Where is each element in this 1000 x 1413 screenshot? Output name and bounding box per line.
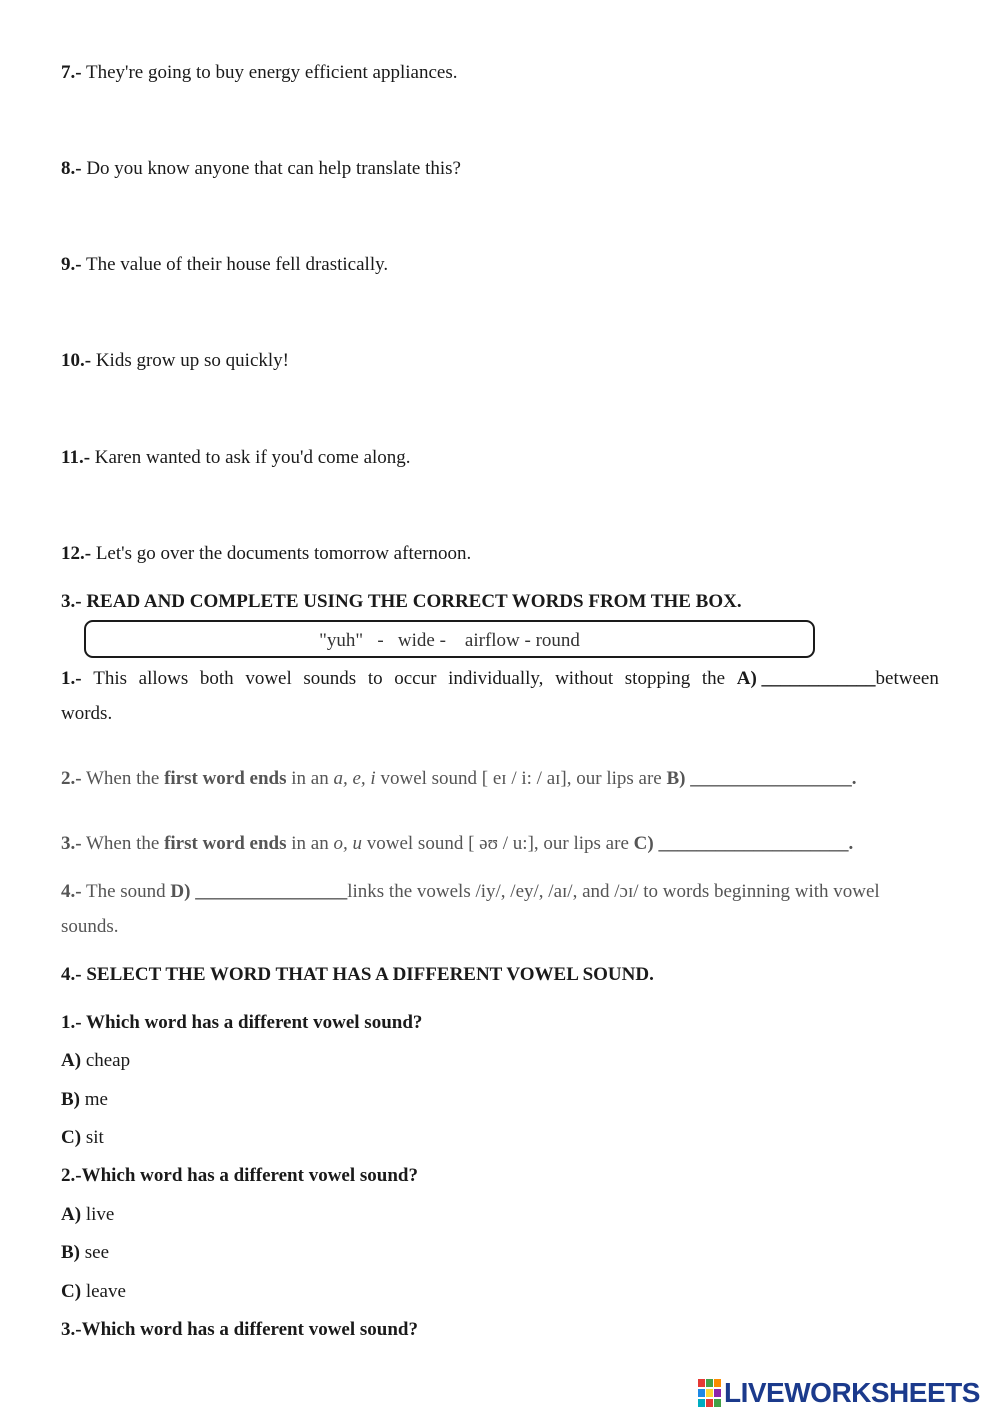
section-4-question-3: 3.-Which word has a different vowel sound?	[61, 1319, 418, 1340]
option-letter: C)	[61, 1281, 82, 1302]
question-text: The sound	[81, 881, 171, 902]
liveworksheets-logo-icon	[698, 1379, 722, 1407]
question-word: sounds	[303, 668, 357, 689]
option-letter: B)	[61, 1089, 80, 1110]
section-4-question-2: 2.-Which word has a different vowel sound?	[61, 1165, 418, 1186]
sentence-9	[61, 254, 388, 276]
sentence-number: 9.-	[61, 254, 82, 275]
section-3-question-1-continued: words.	[61, 703, 113, 724]
sentence-number: 11.-	[61, 447, 91, 468]
option-2a[interactable]	[61, 1204, 114, 1226]
option-1b[interactable]	[61, 1089, 108, 1111]
question-number: 3.-	[61, 833, 82, 854]
blank-b[interactable]: _________________.	[685, 768, 857, 789]
sentence-11	[61, 447, 411, 469]
question-text-after: between	[875, 668, 939, 689]
option-letter: B)	[61, 1242, 80, 1263]
question-text: When the	[81, 833, 165, 854]
sentence-7	[61, 62, 458, 84]
section-3-heading: 3.- READ AND COMPLETE USING THE CORRECT WORDS FROM THE BOX.	[61, 591, 742, 612]
question-word: stopping	[624, 668, 691, 689]
question-word: occur	[394, 668, 437, 689]
question-word: both	[199, 668, 234, 689]
question-text: links the vowels /iy/, /ey/, /aɪ/, and /ɔɪ/ to words beginning with vowel	[347, 881, 880, 902]
question-word: This	[93, 668, 127, 689]
option-letter: A)	[61, 1204, 82, 1225]
question-text: in an	[286, 768, 334, 789]
word-box-text: "yuh" - wide - airflow - round	[319, 630, 580, 651]
sentence-number: 12.-	[61, 543, 92, 564]
section-3-question-1	[61, 668, 939, 690]
sentence-text: Do you know anyone that can help translate this?	[81, 158, 461, 179]
sentence-text: Karen wanted to ask if you'd come along.	[90, 447, 411, 468]
blank-a[interactable]: ____________	[761, 668, 876, 689]
sentence-10	[61, 350, 289, 372]
blank-letter-d: D)	[170, 881, 191, 902]
question-word: without	[555, 668, 614, 689]
option-1a[interactable]	[61, 1050, 130, 1072]
question-bold: first word ends	[164, 768, 287, 789]
option-text: me	[80, 1089, 108, 1110]
option-letter: A)	[61, 1050, 82, 1071]
question-bold: first word ends	[164, 833, 287, 854]
question-number: 1.-	[61, 668, 82, 689]
sentence-text: The value of their house fell drastically.	[81, 254, 389, 275]
question-word: to	[367, 668, 383, 689]
section-4-heading: 4.- SELECT THE WORD THAT HAS A DIFFERENT VOWEL SOUND.	[61, 964, 654, 985]
liveworksheets-logo[interactable]	[698, 1378, 980, 1408]
sentence-text: Let's go over the documents tomorrow afternoon.	[91, 543, 472, 564]
question-text: vowel sound [ əʊ / u:], our lips are	[362, 833, 634, 854]
sentence-8	[61, 158, 461, 180]
question-number: 2.-	[61, 768, 82, 789]
sentence-number: 8.-	[61, 158, 82, 179]
brand-name: LIVEWORKSHEETS	[724, 1377, 980, 1408]
question-word: individually,	[448, 668, 544, 689]
question-vowels: a, e, i	[333, 768, 376, 789]
option-text: see	[80, 1242, 110, 1263]
option-text: cheap	[81, 1050, 131, 1071]
sentence-text: They're going to buy energy efficient appliances.	[81, 62, 458, 83]
sentence-number: 7.-	[61, 62, 82, 83]
section-3-question-4	[61, 881, 880, 903]
question-text: in an	[286, 833, 334, 854]
question-word: vowel	[245, 668, 292, 689]
blank-c[interactable]: ____________________.	[653, 833, 854, 854]
sentence-12	[61, 543, 471, 565]
section-4-question-1: 1.- Which word has a different vowel sound?	[61, 1012, 423, 1033]
option-2b[interactable]	[61, 1242, 109, 1264]
option-text: sit	[81, 1127, 104, 1148]
blank-d[interactable]: ________________	[190, 881, 348, 902]
option-2c[interactable]	[61, 1281, 126, 1303]
option-letter: C)	[61, 1127, 82, 1148]
blank-letter-c: C)	[633, 833, 654, 854]
question-word: allows	[138, 668, 189, 689]
question-vowels: o, u	[333, 833, 362, 854]
blank-letter-a: A)	[736, 668, 757, 689]
option-text: live	[81, 1204, 115, 1225]
question-word: the	[701, 668, 726, 689]
section-3-question-4-continued: sounds.	[61, 916, 119, 937]
section-3-question-3	[61, 833, 853, 855]
option-1c[interactable]	[61, 1127, 104, 1149]
option-text: leave	[81, 1281, 126, 1302]
sentence-number: 10.-	[61, 350, 92, 371]
section-3-question-2	[61, 768, 856, 790]
blank-letter-b: B)	[666, 768, 686, 789]
question-number: 4.-	[61, 881, 82, 902]
sentence-text: Kids grow up so quickly!	[91, 350, 289, 371]
question-text: When the	[81, 768, 165, 789]
question-text: vowel sound [ eɪ / i: / aɪ], our lips are	[375, 768, 667, 789]
word-box	[84, 620, 815, 658]
